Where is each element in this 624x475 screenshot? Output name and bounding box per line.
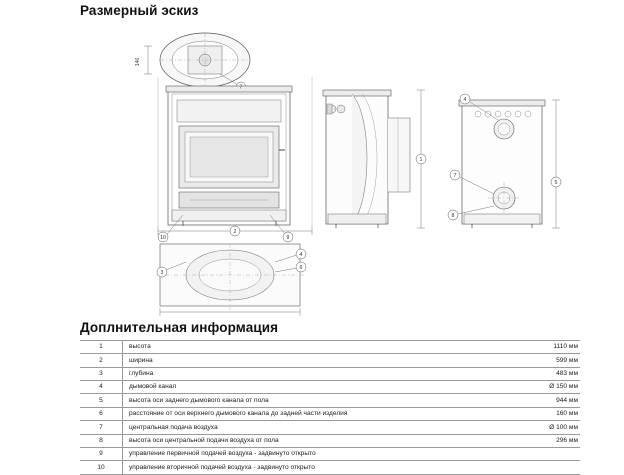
row-value: [488, 447, 580, 460]
row-value: 1110 мм: [488, 341, 580, 354]
callout-rear-8: 8: [451, 213, 455, 219]
row-number: 10: [80, 461, 123, 474]
row-value: [488, 461, 580, 474]
row-number: 9: [80, 447, 123, 460]
info-table-body: [80, 341, 580, 475]
callout-bottom-6: 6: [299, 265, 303, 271]
dimension-146: 146: [135, 57, 141, 67]
info-table-wrapper: [80, 340, 580, 475]
callout-bottom-3: 3: [160, 270, 164, 276]
callout-bottom-4: 4: [299, 252, 303, 258]
front-view: [158, 77, 312, 242]
page-title-sketch: Размерный эскиз: [80, 3, 199, 18]
callout-front-2: 2: [233, 229, 237, 235]
top-view: [144, 33, 250, 91]
row-label: высота оси центральной подачи воздуха от пола: [123, 434, 489, 447]
table-row: [80, 421, 580, 434]
row-value: 160 мм: [488, 407, 580, 420]
row-label: глубина: [123, 367, 489, 380]
callout-rear-4: 4: [463, 97, 467, 103]
table-row: [80, 394, 580, 407]
row-number: 4: [80, 381, 123, 394]
row-value: 944 мм: [488, 394, 580, 407]
rear-view: [448, 94, 561, 228]
callout-rear-5: 5: [554, 180, 558, 186]
technical-drawing: [80, 22, 558, 312]
table-row: [80, 407, 580, 420]
row-number: 5: [80, 394, 123, 407]
row-value: Ø 150 мм: [488, 381, 580, 394]
row-number: 3: [80, 367, 123, 380]
row-number: 1: [80, 341, 123, 354]
info-table: [80, 340, 580, 475]
table-row: [80, 447, 580, 460]
table-row: [80, 354, 580, 367]
callout-front-9: 9: [286, 235, 290, 241]
row-number: 6: [80, 407, 123, 420]
row-value: Ø 100 мм: [488, 421, 580, 434]
row-label: управление первичной подачей воздуха - задвинуто открыто: [123, 447, 489, 460]
table-row: [80, 461, 580, 474]
row-label: управление вторичной подачей воздуха - задвинуто открыто: [123, 461, 489, 474]
row-value: 599 мм: [488, 354, 580, 367]
row-value: 483 мм: [488, 367, 580, 380]
row-value: 296 мм: [488, 434, 580, 447]
page-title-info: Доплнительная информация: [80, 320, 279, 335]
callout-rear-7: 7: [453, 173, 457, 179]
row-label: расстояние от оси верхнего дымового канала до задней части изделия: [123, 407, 489, 420]
row-number: 7: [80, 421, 123, 434]
row-label: центральная подача воздуха: [123, 421, 489, 434]
table-row: [80, 381, 580, 394]
row-number: 2: [80, 354, 123, 367]
table-row: [80, 434, 580, 447]
callout-top-7: 7: [239, 84, 243, 91]
table-row: [80, 367, 580, 380]
row-label: высота: [123, 341, 489, 354]
row-label: высота оси заднего дымового канала от пола: [123, 394, 489, 407]
callout-front-10: 10: [160, 235, 166, 241]
row-label: дымовой канал: [123, 381, 489, 394]
table-row: [80, 341, 580, 354]
side-view: [323, 90, 426, 228]
bottom-plan-view: [156, 244, 306, 316]
callout-side-1: 1: [419, 157, 423, 163]
row-number: 8: [80, 434, 123, 447]
row-label: ширина: [123, 354, 489, 367]
